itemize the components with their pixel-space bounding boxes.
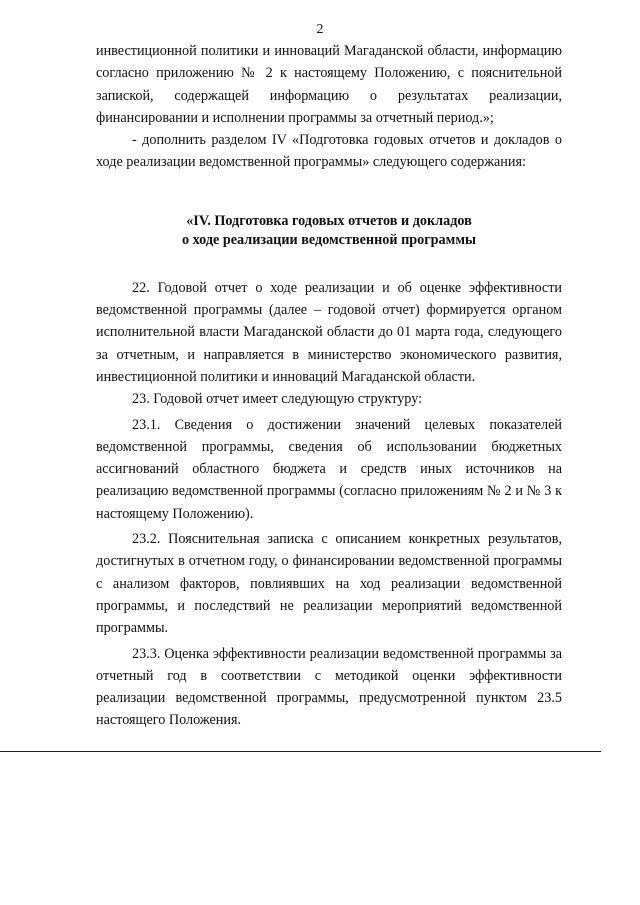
continuation-paragraph: инвестиционной политики и инноваций Магаданской области, информацию согласно приложению № 2 к настоящему Положению, с пояснительной запиской, содержащей информацию о результатах реализации, финансировании и исполнении программы за отчетный период.»; bbox=[96, 43, 562, 126]
page-number: 2 bbox=[316, 22, 324, 37]
paragraph-23-2: 23.2. Пояснительная записка с описанием конкретных результатов, достигнутых в отчетном году, о финансировании ведомственной программы с анализом факторов, повлиявших на ход реализации ведомственной программы, и последствий не реализации мероприятий ведомственной программы. bbox=[96, 531, 562, 637]
paragraph-23: 23. Годовой отчет имеет следующую структуру: bbox=[132, 391, 423, 408]
paragraph-23-1: 23.1. Сведения о достижении значений целевых показателей ведомственной программы, сведения об использовании бюджетных ассигнований областного бюджета и средств иных источников на реализацию ведомственной программы (согласно приложениям № 2 и № 3 к настоящему Положению). bbox=[96, 416, 562, 522]
section-heading bbox=[96, 212, 562, 250]
footer-divider bbox=[0, 751, 601, 752]
paragraph-22: 22. Годовой отчет о ходе реализации и об оценке эффективности ведомственной программы (далее – годовой отчет) формируется органом исполнительной власти Магаданской области до 01 марта года, следующего за отчетным, и направляется в министерство экономического развития, инвестиционной политики и инноваций Магаданской области. bbox=[96, 279, 562, 385]
paragraph-23-3: 23.3. Оценка эффективности реализации ведомственной программы за отчетный год в соответствии с методикой оценки эффективности реализации ведомственной программы, предусмотренной пунктом 23.5 настоящего Положения. bbox=[96, 645, 562, 729]
section-heading-line-1: «IV. Подготовка годовых отчетов и докладов bbox=[186, 212, 472, 229]
section-heading-line-2: о ходе реализации ведомственной программы bbox=[181, 231, 477, 248]
amendment-paragraph: - дополнить разделом IV «Подготовка годовых отчетов и докладов о ходе реализации ведомственной программы» следующего содержания: bbox=[96, 132, 562, 171]
document-body bbox=[96, 40, 562, 732]
